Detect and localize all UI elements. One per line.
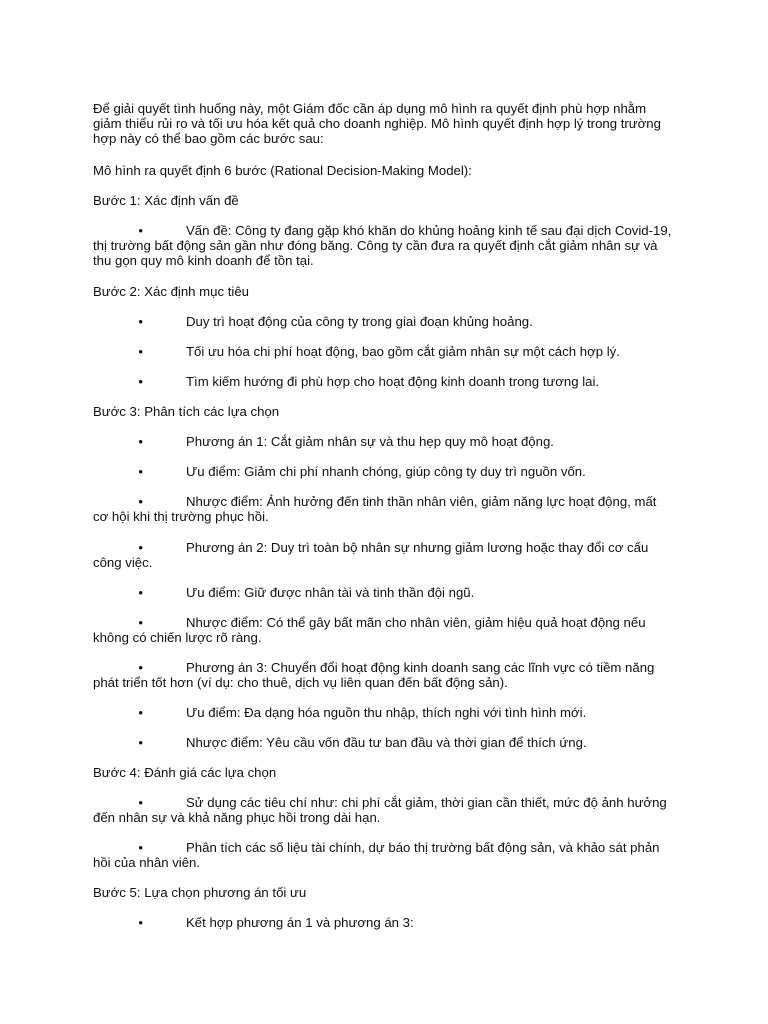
bullet-icon: •	[138, 374, 143, 389]
step3-heading: Bước 3: Phân tích các lựa chọn	[93, 404, 280, 419]
bullet-icon: •	[138, 223, 143, 238]
bullet-icon: •	[138, 314, 143, 329]
list-item: • Ưu điểm: Đa dạng hóa nguồn thu nhập, thích nghi với tình hình mới.	[93, 705, 673, 720]
bullet-icon: •	[138, 915, 143, 930]
list-item: • Vấn đề: Công ty đang gặp khó khăn do khủng hoảng kinh tế sau đại dịch Covid-19, thị trường bất động sản gần như đóng băng. Công ty cần đưa ra quyết định cắt giảm nhân sự và thu gọn quy mô kinh doanh để tồn tại.	[93, 223, 672, 268]
list-item: • Nhược điểm: Yêu cầu vốn đầu tư ban đầu và thời gian để thích ứng.	[93, 735, 673, 750]
list-item: • Ưu điểm: Giữ được nhân tài và tinh thần đội ngũ.	[93, 585, 673, 600]
list-item: • Sử dụng các tiêu chí như: chi phí cắt giảm, thời gian cần thiết, mức độ ảnh hưởng đến nhân sự và khả năng phục hồi trong dài hạn.	[93, 795, 667, 825]
bullet-icon: •	[138, 464, 143, 479]
bullet-icon: •	[138, 795, 143, 810]
bullet-icon: •	[138, 705, 143, 720]
intro-paragraph: Để giải quyết tình huống này, một Giám đốc cần áp dụng mô hình ra quyết định phù hợp nhằm giảm thiểu rủi ro và tối ưu hóa kết quả cho doanh nghiệp. Mô hình quyết định hợp lý trong trường hợp này có thể bao gồm các bước sau:	[93, 101, 661, 146]
list-item: • Phân tích các số liệu tài chính, dự báo thị trường bất động sản, và khảo sát phản hồi của nhân viên.	[93, 840, 660, 870]
list-item: • Nhược điểm: Có thể gây bất mãn cho nhân viên, giảm hiệu quả hoạt động nếu không có chiến lược rõ ràng.	[93, 615, 646, 645]
list-item: • Phương án 1: Cắt giảm nhân sự và thu hẹp quy mô hoạt động.	[93, 434, 673, 449]
list-item: • Phương án 2: Duy trì toàn bộ nhân sự nhưng giảm lương hoặc thay đổi cơ cấu công việc.	[93, 540, 649, 570]
bullet-icon: •	[138, 615, 143, 630]
step2-heading: Bước 2: Xác định mục tiêu	[93, 284, 250, 299]
list-item: • Tối ưu hóa chi phí hoạt động, bao gồm cắt giảm nhân sự một cách hợp lý.	[93, 344, 673, 359]
bullet-icon: •	[138, 840, 143, 855]
list-item: • Duy trì hoạt động của công ty trong giai đoạn khủng hoảng.	[93, 314, 673, 329]
bullet-icon: •	[138, 434, 143, 449]
bullet-icon: •	[138, 585, 143, 600]
list-item: • Phương án 3: Chuyển đổi hoạt động kinh doanh sang các lĩnh vực có tiềm năng phát triển tốt hơn (ví dụ: cho thuê, dịch vụ liên quan đến bất động sản).	[93, 660, 655, 690]
step4-heading: Bước 4: Đánh giá các lựa chọn	[93, 765, 277, 780]
list-item: • Ưu điểm: Giảm chi phí nhanh chóng, giúp công ty duy trì nguồn vốn.	[93, 464, 673, 479]
bullet-icon: •	[138, 735, 143, 750]
bullet-icon: •	[138, 494, 143, 509]
model-title: Mô hình ra quyết định 6 bước (Rational Decision-Making Model):	[93, 163, 472, 178]
list-item: • Kết hợp phương án 1 và phương án 3:	[93, 915, 673, 930]
list-item: • Tìm kiếm hướng đi phù hợp cho hoạt động kinh doanh trong tương lai.	[93, 374, 673, 389]
step1-heading: Bước 1: Xác định vấn đề	[93, 193, 239, 208]
bullet-icon: •	[138, 344, 143, 359]
list-item: • Nhược điểm: Ảnh hưởng đến tinh thần nhân viên, giảm năng lực hoạt động, mất cơ hội khi thị trường phục hồi.	[93, 494, 657, 524]
bullet-icon: •	[138, 660, 143, 675]
bullet-icon: •	[138, 540, 143, 555]
step5-heading: Bước 5: Lựa chọn phương án tối ưu	[93, 885, 307, 900]
